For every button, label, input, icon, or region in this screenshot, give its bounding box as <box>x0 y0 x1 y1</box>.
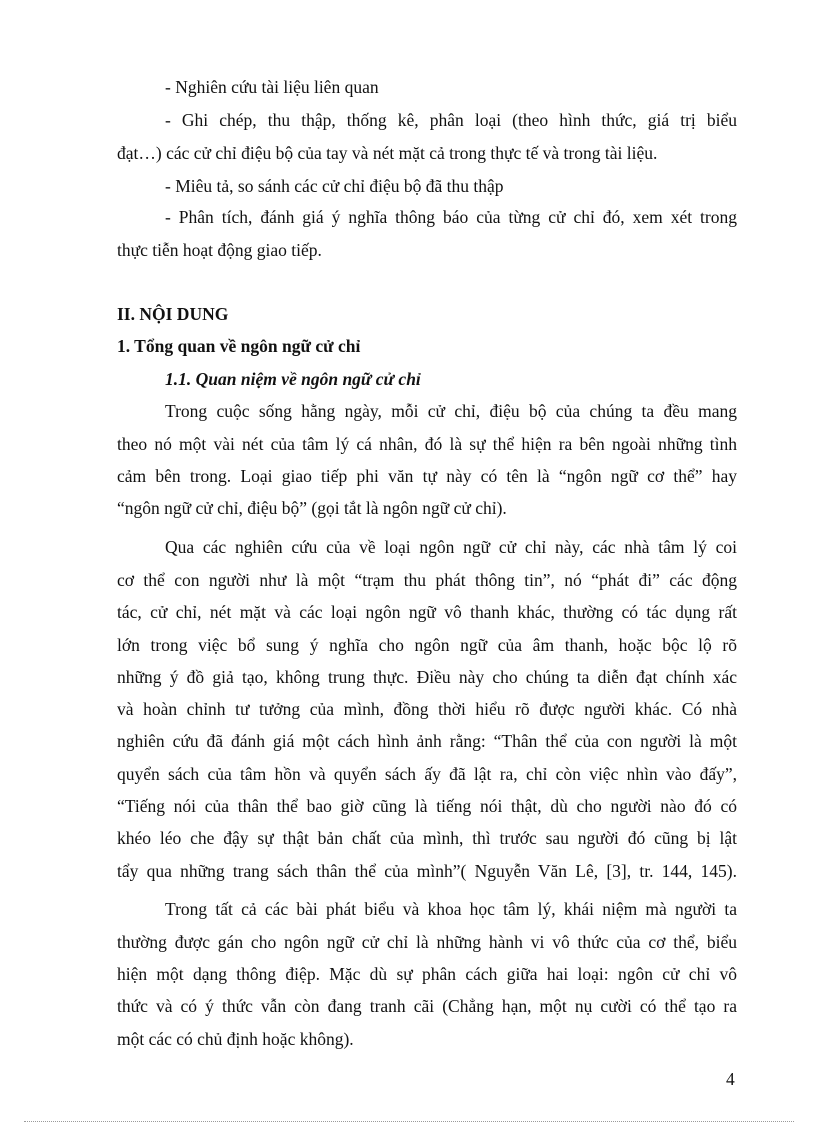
paragraph-line: những ý đồ giả tạo, không trung thực. Điều này cho chúng ta diễn đạt chính xác <box>117 667 737 687</box>
paragraph-line: thức và có ý thức vẫn còn đang tranh cãi (Chẳng hạn, một nụ cười có thể tạo ra <box>117 996 737 1016</box>
bullet-item-continuation: thực tiễn hoạt động giao tiếp. <box>117 240 322 260</box>
bullet-item: - Phân tích, đánh giá ý nghĩa thông báo của từng cử chỉ đó, xem xét trong <box>165 207 737 227</box>
paragraph-line: một các có chủ định hoặc không). <box>117 1029 354 1049</box>
paragraph-line: khéo léo che đậy sự thật bản chất của mình, thì trước sau người đó cũng bị lật <box>117 828 737 848</box>
paragraph-line: cơ thể con người như là một “trạm thu phát thông tin”, nó “phát đi” các động <box>117 570 737 590</box>
bullet-item-continuation: đạt…) các cử chỉ điệu bộ của tay và nét mặt cả trong thực tế và trong tài liệu. <box>117 143 658 163</box>
paragraph-line: cảm bên trong. Loại giao tiếp phi văn tự này có tên là “ngôn ngữ cơ thể” hay <box>117 466 737 486</box>
paragraph-line: Qua các nghiên cứu của về loại ngôn ngữ cử chỉ này, các nhà tâm lý coi <box>165 537 737 557</box>
paragraph-line: thường được gán cho ngôn ngữ cử chỉ là những hành vi vô thức của cơ thể, biểu <box>117 932 737 952</box>
paragraph-line: “Tiếng nói của thân thể bao giờ cũng là tiếng nói thật, dù cho người nào đó có <box>117 796 737 816</box>
paragraph-line: hiện một dạng thông điệp. Mặc dù sự phân cách giữa hai loại: ngôn cử chỉ vô <box>117 964 737 984</box>
paragraph-line: “ngôn ngữ cử chỉ, điệu bộ” (gọi tắt là ngôn ngữ cử chỉ). <box>117 498 507 518</box>
bullet-item: - Nghiên cứu tài liệu liên quan <box>165 77 379 97</box>
paragraph-line: Trong tất cả các bài phát biểu và khoa học tâm lý, khái niệm mà người ta <box>165 899 737 919</box>
section-heading: II. NỘI DUNG <box>117 304 229 324</box>
subsubsection-heading: 1.1. Quan niệm về ngôn ngữ cử chỉ <box>165 369 421 389</box>
subsection-heading: 1. Tổng quan về ngôn ngữ cử chỉ <box>117 336 361 356</box>
paragraph-line: tẩy qua những trang sách thân thể của mình”( Nguyễn Văn Lê, [3], tr. 144, 145). <box>117 861 737 881</box>
paragraph-line: quyển sách của tâm hồn và quyển sách ấy đã lật ra, chỉ còn việc nhìn vào đấy”, <box>117 764 737 784</box>
paragraph-line: Trong cuộc sống hằng ngày, mỗi cử chỉ, điệu bộ của chúng ta đều mang <box>165 401 737 421</box>
bullet-item: - Miêu tả, so sánh các cử chỉ điệu bộ đã thu thập <box>165 176 504 196</box>
paragraph-line: lớn trong việc bổ sung ý nghĩa cho ngôn ngữ của âm thanh, hoặc bộc lộ rõ <box>117 635 737 655</box>
page-number: 4 <box>726 1069 735 1089</box>
paragraph-line: tác, cử chỉ, nét mặt và các loại ngôn ngữ vô thanh khác, thường có tác dụng rất <box>117 602 737 622</box>
bullet-item: - Ghi chép, thu thập, thống kê, phân loại (theo hình thức, giá trị biểu <box>165 110 737 130</box>
page-bottom-divider <box>24 1121 794 1122</box>
paragraph-line: theo nó một vài nét của tâm lý cá nhân, đó là sự thể hiện ra bên ngoài những tình <box>117 434 737 454</box>
paragraph-line: và hoàn chỉnh tư tưởng của mình, đồng thời hiểu rõ được người khác. Có nhà <box>117 699 737 719</box>
paragraph-line: nghiên cứu đã đánh giá một cách hình ảnh rằng: “Thân thể của con người là một <box>117 731 737 751</box>
